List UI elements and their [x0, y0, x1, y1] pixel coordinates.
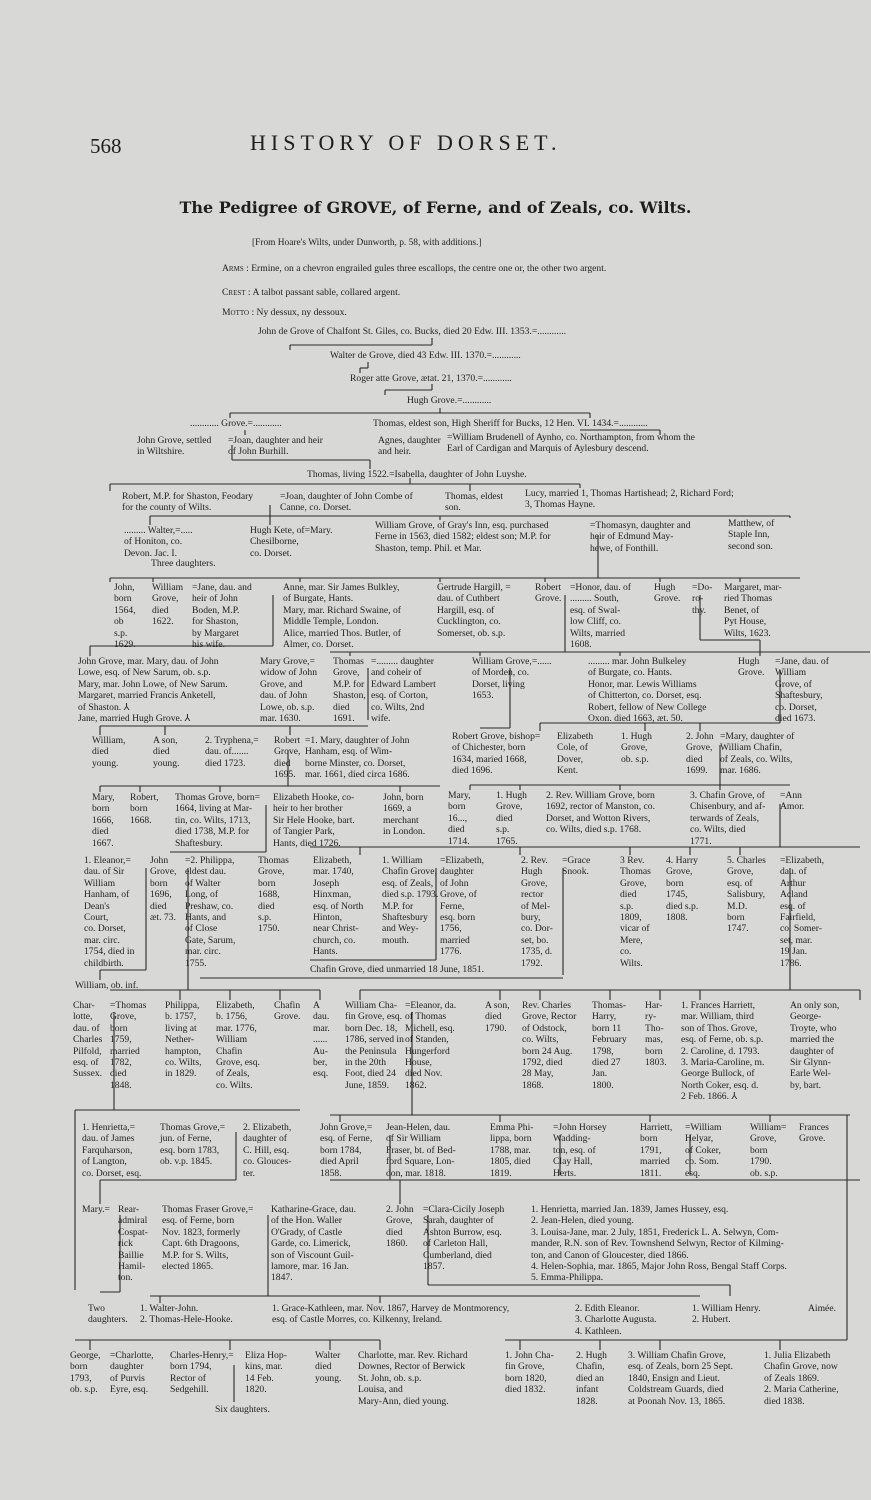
- pedigree-entry-r14a: 1. Eleanor,= dau. of Sir William Hanham, of Dean's Court, co. Dorset, mar. circ. 1754, died in childbirth.: [84, 855, 135, 969]
- pedigree-entry-r13j: =Ann Amor.: [780, 790, 805, 813]
- pedigree-entry-r18a: Two daughters.: [88, 1303, 128, 1326]
- pedigree-entry-r15k: Thomas- Harry, born 11 February 1798, died 27 Jan. 1800.: [592, 1000, 627, 1091]
- pedigree-entry-r16j: William= Grove, born 1790. ob. s.p.: [750, 1122, 787, 1179]
- pedigree-entry-g6b: =Joan, daughter and heir of John Burhill.: [228, 435, 323, 458]
- arms-text: Ermine, on a chevron engrailed gules three escallops, the centre one or, the other two argent.: [251, 263, 607, 274]
- pedigree-entry-r10j: Margaret, mar- ried Thomas Benet, of Pyt House, Wilts, 1623.: [724, 582, 782, 639]
- pedigree-entry-r19i: 2. Hugh Chafin, died an infant 1828.: [576, 1350, 607, 1407]
- pedigree-entry-r14k: 4. Harry Grove, born 1745, died s.p. 1808.: [666, 855, 699, 924]
- pedigree-entry-r13e: John, born 1669, a merchant in London.: [383, 792, 426, 838]
- pedigree-entry-r16g: =John Horsey Wadding- ton, esq. of Clay Hall, Herts.: [553, 1122, 607, 1179]
- pedigree-entry-r12a: William, died young.: [92, 735, 126, 769]
- pedigree-entry-r10i: =Do- ro- thy.: [692, 582, 713, 616]
- pedigree-entry-r19d: Eliza Hop- kins, mar. 14 Feb. 1820.: [245, 1350, 287, 1396]
- pedigree-entry-r15i: A son, died 1790.: [485, 1000, 510, 1034]
- pedigree-entry-g8b: =Joan, daughter of John Combe of Canne, co. Dorset.: [280, 491, 413, 514]
- pedigree-entry-r10b: William Grove, died 1622.: [152, 582, 184, 628]
- pedigree-entry-r10h: Hugh Grove.: [654, 582, 681, 605]
- pedigree-entry-r18e: 1. William Henry. 2. Hubert.: [692, 1303, 761, 1326]
- pedigree-entry-r11e: William Grove,=...... of Morden, co. Dorset, living 1653.: [472, 656, 552, 702]
- pedigree-entry-r12c: 2. Tryphena,= dau. of....... died 1723.: [205, 735, 259, 769]
- pedigree-entry-r12g: Elizabeth Cole, of Dover, Kent.: [557, 731, 594, 777]
- pedigree-entry-r12j: =Mary, daughter of William Chafin, of Zeals, co. Wilts, mar. 1686.: [720, 731, 795, 777]
- pedigree-entry-r12e: =1. Mary, daughter of John Hanham, esq. of Wim- borne Minster, co. Dorset, mar. 1661, died circa 1686.: [305, 735, 410, 781]
- pedigree-entry-r10c: =Jane, dau. and heir of John Boden, M.P. for Shaston, by Margaret his wife.: [192, 582, 252, 651]
- pedigree-entry-r15e: Chafin Grove.: [274, 1000, 301, 1023]
- pedigree-entry-r15h: =Eleanor, da. of Thomas Michell, esq. of Standen, Hungerford House, died Nov. 1862.: [405, 1000, 457, 1091]
- pedigree-entry-g6a: John Grove, settled in Wiltshire.: [137, 435, 212, 458]
- pedigree-entry-r14o: Chafin Grove, died unmarried 18 June, 1851.: [310, 964, 484, 975]
- crest-label: Crest :: [222, 287, 251, 298]
- motto-text: Ny dessux, ny dessoux.: [256, 307, 347, 318]
- pedigree-entry-r16d: John Grove,= esq. of Ferne, born 1784, died April 1858.: [320, 1122, 373, 1179]
- pedigree-title: The Pedigree of GROVE, of Ferne, and of Zeals, co. Wilts.: [179, 198, 692, 217]
- pedigree-entry-r14n: William, ob. inf.: [75, 980, 139, 991]
- source-note: [From Hoare's Wilts, under Dunworth, p. 58, with additions.]: [252, 238, 482, 248]
- pedigree-entry-r17a: Mary.=: [82, 1204, 110, 1215]
- pedigree-entry-r19a: George, born 1793, ob. s.p.: [70, 1350, 101, 1396]
- pedigree-entry-r19c: Charles-Henry,= born 1794, Rector of Sedgehill.: [170, 1350, 234, 1396]
- pedigree-entry-r11f: ......... mar. John Bulkeley of Burgate, co. Hants. Honor, mar. Lewis Williams of Chitterton, co. Dorset, esq. Robert, fellow of New College Oxon. died 1663, æt. 50.: [588, 656, 707, 725]
- pedigree-entry-r14i: =Grace Snook.: [562, 855, 591, 878]
- pedigree-entry-r15c: Philippa, b. 1757, living at Nether- hampton, co. Wilts, in 1829.: [165, 1000, 202, 1080]
- pedigree-entry-r12d: Robert Grove, died 1695.: [274, 735, 301, 781]
- pedigree-entry-g8d: Lucy, married 1, Thomas Hartishead; 2, Richard Ford; 3, Thomas Hayne.: [525, 488, 734, 511]
- pedigree-entry-r14c: =2. Philippa, eldest dau. of Walter Long, of Preshaw, co. Hants, and of Close Gate, Sarum, mar. circ. 1755.: [185, 855, 236, 969]
- pedigree-entry-g9b: Hugh Kete, of=Mary. Chesilborne, co. Dorset.: [250, 525, 333, 559]
- pedigree-entry-r11a: John Grove, mar. Mary, dau. of John Lowe, esq. of New Sarum, ob. s.p. Mary, mar. John Lowe, of New Sarum. Margaret, married Francis Anketell, of Shaston. ⅄ Jane, married Hugh Grove. ⅄: [78, 656, 228, 725]
- pedigree-entry-r12h: 1. Hugh Grove, ob. s.p.: [621, 731, 652, 765]
- pedigree-entry-r15n: An only son, George- Troyte, who married the daughter of Sir Glynn- Earle Wel- by, bart.: [790, 1000, 840, 1091]
- pedigree-entry-g9a2: Three daughters.: [151, 558, 216, 569]
- pedigree-entry-g4: Hugh Grove.=............: [407, 395, 492, 406]
- pedigree-entry-r11h: =Jane, dau. of William Grove, of Shaftesbury, co. Dorset, died 1673.: [775, 656, 829, 725]
- pedigree-entry-r18b: 1. Walter-John. 2. Thomas-Hele-Hooke.: [140, 1303, 233, 1326]
- pedigree-entry-r19f: Walter died young.: [315, 1350, 342, 1384]
- pedigree-entry-r13h: 2. Rev. William Grove, born 1692, rector of Manston, co. Dorset, and Wotton Rivers, co. Wilts, died s.p. 1768.: [546, 790, 655, 836]
- pedigree-entry-r10f: Robert Grove.: [535, 582, 562, 605]
- pedigree-entry-g6c: Agnes, daughter and heir.: [378, 435, 441, 458]
- pedigree-entry-r17d: Katharine-Grace, dau. of the Hon. Waller O'Grady, of Castle Garde, co. Limerick, son of Viscount Guil- lamore, mar. 16 Jan. 1847.: [271, 1204, 356, 1284]
- pedigree-entry-r16f: Emma Phi- lippa, born 1788, mar. 1805, died 1819.: [490, 1122, 534, 1179]
- pedigree-entry-r14b: John Grove, born 1696, died æt. 73.: [150, 855, 177, 924]
- pedigree-entry-r19j: 3. William Chafin Grove, esq. of Zeals, born 25 Sept. 1840, Ensign and Lieut. Coldstream Guards, died at Poonah Nov. 13, 1865.: [628, 1350, 733, 1407]
- pedigree-entry-r10g: =Honor, dau. of ......... South, esq. of Swal- low Cliff, co. Wilts, married 1608.: [570, 582, 631, 651]
- pedigree-entry-r13d: Elizabeth Hooke, co- heir to her brother Sir Hele Hooke, bart. of Tangier Park, Hants, died 1726.: [273, 792, 355, 849]
- pedigree-entry-r18f: Aimée.: [808, 1303, 836, 1314]
- pedigree-entry-r13i: 3. Chafin Grove, of Chisenbury, and af- terwards of Zeals, co. Wilts, died 1771.: [690, 790, 766, 847]
- crest-text: A talbot passant sable, collared argent.: [252, 287, 401, 298]
- pedigree-entry-r11b: Mary Grove,= widow of John Grove, and dau. of John Lowe, ob. s.p. mar. 1630.: [260, 656, 318, 725]
- pedigree-entry-r18d: 2. Edith Eleanor. 3. Charlotte Augusta. 4. Kathleen.: [575, 1303, 657, 1337]
- pedigree-entry-r13a: Mary, born 1666, died 1667.: [92, 792, 115, 849]
- pedigree-entry-r17f: =Clara-Cicily Joseph Sarah, daughter of Ashton Burrow, esq. of Carleton Hall, Cumberland, died 1857.: [423, 1204, 505, 1273]
- pedigree-entry-r16b: Thomas Grove,= jun. of Ferne, esq. born 1783, ob. v.p. 1845.: [160, 1122, 226, 1168]
- pedigree-entry-r16c: 2. Elizabeth, daughter of C. Hill, esq. co. Glouces- ter.: [243, 1122, 292, 1179]
- pedigree-entry-r13f: Mary, born 16..., died 1714.: [448, 790, 471, 847]
- pedigree-entry-r19k: 1. Julia Elizabeth Chafin Grove, now of Zeals 1869. 2. Maria Catherine, died 1838.: [764, 1350, 839, 1407]
- pedigree-entry-r15d: Elizabeth, b. 1756, mar. 1776, William Chafin Grove, esq. of Zeals, co. Wilts.: [216, 1000, 260, 1091]
- pedigree-entry-g8c: Thomas, eldest son.: [445, 491, 504, 514]
- pedigree-entry-g3: Roger atte Grove, ætat. 21, 1370.=............: [350, 373, 512, 384]
- pedigree-entry-r10d: Anne, mar. Sir James Bulkley, of Burgate, Hants. Mary, mar. Richard Swaine, of Middle Temple, London. Alice, married Thos. Butler, of Almer, co. Dorset.: [283, 582, 401, 651]
- pedigree-entry-r15m: 1. Frances Harriett, mar. William, third son of Thos. Grove, esq. of Ferne, ob. s.p. 2. Caroline, d. 1793. 3. Maria-Caroline, m. George Bullock, of North Coker, esq. d. 2 Feb. 1866. ⅄: [681, 1000, 765, 1103]
- pedigree-entry-r15a: Char- lotte, dau. of Charles Pilfold, esq. of Sussex.: [73, 1000, 103, 1080]
- pedigree-entry-g9c: William Grove, of Gray's Inn, esq. purchased Ferne in 1563, died 1582; eldest son; M.P. for Shaston, temp. Phil. et Mar.: [375, 520, 551, 554]
- pedigree-entry-r16h: Harriett, born 1791, married 1811.: [640, 1122, 673, 1179]
- pedigree-entry-r14e: Elizabeth, mar. 1740, Joseph Hinxman, esq. of North Hinton, near Christ- church, co. Hants.: [313, 855, 364, 958]
- pedigree-entry-r18c: 1. Grace-Kathleen, mar. Nov. 1867, Harvey de Montmorency, esq. of Castle Morres, co. Kilkenny, Ireland.: [272, 1303, 510, 1326]
- pedigree-entry-r17g: 1. Henrietta, married Jan. 1839, James Hussey, esq. 2. Jean-Helen, died young. 3. Louisa-Jane, mar. 2 July, 1851, Frederick L. A. Selwyn, Com- mander, R.N. son of Rev. Townshend Selwyn, Rector of Kilming- ton, and Canon of Gloucester, died 1866. 4. Helen-Sophia, mar. 1865, Major John Ross, Bengal Staff Corps. 5. Emma-Philippa.: [531, 1204, 787, 1284]
- pedigree-entry-r17c: Thomas Fraser Grove,= esq. of Ferne, born Nov. 1823, formerly Capt. 6th Dragoons, M.P. for S. Wilts, elected 1865.: [162, 1204, 254, 1273]
- pedigree-entry-r15g: William Cha- fin Grove, esq. born Dec. 18, 1786, served in the Peninsula in the 20th Foot, died 24 June, 1859.: [345, 1000, 404, 1091]
- pedigree-entry-r14m: =Elizabeth, dau. of Arthur Acland esq. of Fairfield, co. Somer- set, mar. 19 Jan. 1786.: [780, 855, 825, 969]
- pedigree-entry-r14l: 5. Charles Grove, esq. of Salisbury, M.D. born 1747.: [727, 855, 766, 935]
- pedigree-entry-r14j: 3 Rev. Thomas Grove, died s.p. 1809, vicar of Mere, co. Wilts.: [620, 855, 651, 969]
- pedigree-entry-r13b: Robert, born 1668.: [130, 792, 159, 826]
- pedigree-entry-g5a: ............ Grove.=............: [190, 418, 282, 429]
- arms-label: Arms :: [222, 263, 249, 274]
- motto-label: Motto :: [222, 307, 255, 318]
- pedigree-entry-r11c: Thomas Grove, M.P. for Shaston, died 1691.: [333, 656, 366, 725]
- pedigree-entry-g9d: =Thomasyn, daughter and heir of Edmund May- hewe, of Fonthill.: [590, 520, 691, 554]
- pedigree-entry-r12f: Robert Grove, bishop= of Chichester, born 1634, maried 1668, died 1696.: [452, 731, 541, 777]
- pedigree-entry-r16e: Jean-Helen, dau. of Sir William Fraser, bt. of Bed- ford Square, Lon- don, mar. 1818.: [386, 1122, 456, 1179]
- pedigree-entry-g9e: Matthew, of Staple Inn, second son.: [728, 518, 775, 552]
- pedigree-entry-g6d: =William Brudenell of Aynho, co. Northampton, from whom the Earl of Cardigan and Marquis of Aylesbury descend.: [447, 432, 695, 455]
- pedigree-entry-r19b: =Charlotte, daughter of Purvis Eyre, esq.: [110, 1350, 154, 1396]
- pedigree-entry-r11g: Hugh Grove.: [738, 656, 765, 679]
- pedigree-entry-r14g: =Elizabeth, daughter of John Grove, of Ferne, esq. born 1756, married 1776.: [440, 855, 485, 958]
- pedigree-entry-g7: Thomas, living 1522.=Isabella, daughter of John Luyshe.: [307, 469, 527, 480]
- pedigree-entry-r12i: 2. John Grove, died 1699.: [686, 731, 714, 777]
- pedigree-entry-r15l: Har- ry- Tho- mas, born 1803.: [645, 1000, 667, 1069]
- pedigree-entry-r13c: Thomas Grove, born= 1664, living at Mar- tin, co. Wilts, 1713, died 1738, M.P. for Shaftesbury.: [175, 792, 261, 849]
- running-title: HISTORY OF DORSET.: [250, 130, 562, 155]
- pedigree-entry-r13g: 1. Hugh Grove, died s.p. 1765.: [496, 790, 527, 847]
- pedigree-entry-r17b: Rear- admiral Cospat- rick Baillie Hamil- ton.: [118, 1204, 148, 1284]
- pedigree-entry-r12b: A son, died young.: [153, 735, 180, 769]
- pedigree-entry-r19e: Six daughters.: [215, 1404, 270, 1415]
- page-number: 568: [90, 134, 122, 158]
- pedigree-entry-r14d: Thomas Grove, born 1688, died s.p. 1750.: [258, 855, 289, 935]
- pedigree-entry-r16k: Frances Grove.: [799, 1122, 829, 1145]
- pedigree-entry-g2: Walter de Grove, died 43 Edw. III. 1370.=............: [330, 350, 521, 361]
- pedigree-entry-g9a: ......... Walter,=..... of Honiton, co. Devon. Jac. I.: [124, 525, 193, 559]
- pedigree-entry-r19g: Charlotte, mar. Rev. Richard Downes, Rector of Berwick St. John, ob. s.p. Louisa, and Mary-Ann, died young.: [358, 1350, 468, 1407]
- pedigree-entry-r10e: Gertrude Hargill, = dau. of Cuthbert Hargill, esq. of Cucklington, co. Somerset, ob. s.p.: [437, 582, 511, 639]
- pedigree-entry-r14f: 1. William Chafin Grove, esq. of Zeals, died s.p. 1793. M.P. for Shaftesbury and Wey- mouth.: [382, 855, 439, 946]
- pedigree-entry-r11d: =......... daughter and coheir of Edward Lambert esq. of Corton, co. Wilts, 2nd wife.: [371, 656, 436, 725]
- pedigree-entry-g8a: Robert, M.P. for Shaston, Feodary for the county of Wilts.: [122, 491, 254, 514]
- pedigree-entry-r10a: John, born 1564, ob s.p. 1629.: [114, 582, 136, 651]
- pedigree-entry-r17e: 2. John Grove, died 1860.: [386, 1204, 414, 1250]
- pedigree-entry-g1: John de Grove of Chalfont St. Giles, co. Bucks, died 20 Edw. III. 1353.=............: [258, 326, 567, 337]
- pedigree-entry-r16i: =William Helyar, of Coker, co. Som. esq.: [685, 1122, 722, 1179]
- pedigree-entry-r15f: A dau. mar. ...... Au- ber, esq.: [313, 1000, 330, 1080]
- pedigree-entry-r16a: 1. Henrietta,= dau. of James Farquharson, of Langton, co. Dorset, esq.: [82, 1122, 142, 1179]
- pedigree-entry-r19h: 1. John Cha- fin Grove, born 1820, died 1832.: [505, 1350, 554, 1396]
- pedigree-entry-r15j: Rev. Charles Grove, Rector of Odstock, co. Wilts, born 24 Aug. 1792, died 28 May, 1868.: [522, 1000, 577, 1091]
- pedigree-entry-r14h: 2. Rev. Hugh Grove, rector of Mel- bury, co. Dor- set, bo. 1735, d. 1792.: [521, 855, 553, 969]
- pedigree-entry-r15b: =Thomas Grove, born 1759, married 1782, died 1848.: [110, 1000, 147, 1091]
- pedigree-entry-g5b: Thomas, eldest son, High Sheriff for Bucks, 12 Hen. VI. 1434.=............: [373, 418, 648, 429]
